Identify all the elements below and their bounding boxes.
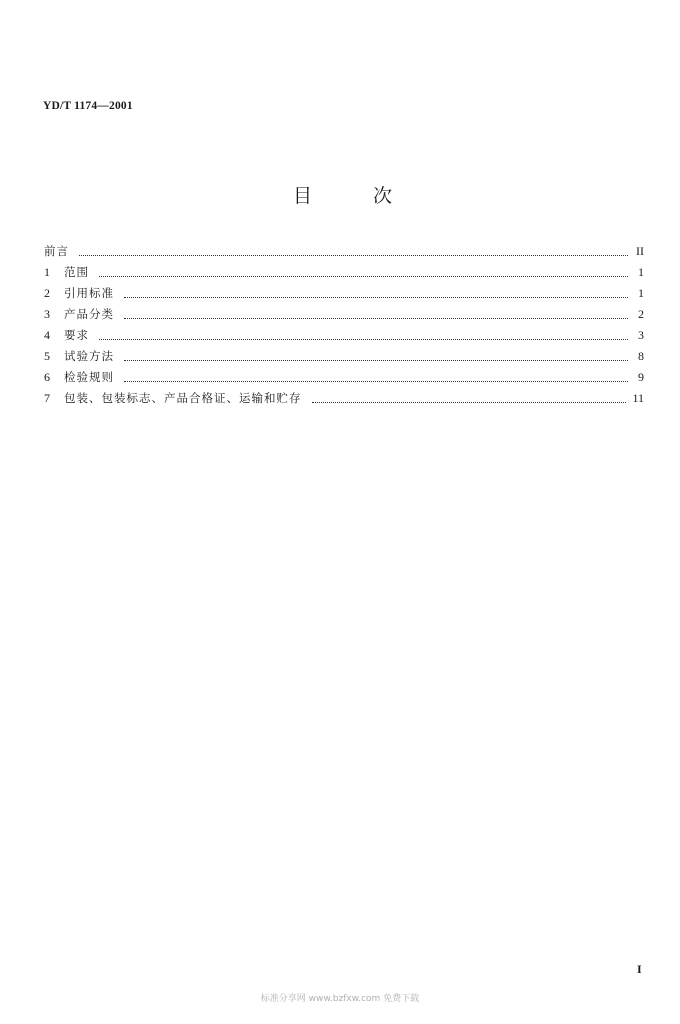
toc-section-number: 2	[44, 286, 50, 300]
toc-label: 检验规则	[64, 370, 114, 384]
toc-section-number: 3	[44, 307, 50, 321]
page-number: I	[637, 962, 642, 976]
toc-entry-1[interactable]	[44, 264, 644, 285]
toc-page-number: 8	[638, 349, 644, 363]
toc-entry-foreword[interactable]	[44, 243, 644, 264]
toc-leader-dots	[99, 339, 628, 340]
toc-entry-3[interactable]	[44, 306, 644, 327]
title-part-2: 次	[373, 185, 393, 207]
toc-leader-dots	[124, 318, 628, 319]
toc-label: 引用标准	[64, 286, 114, 300]
toc-entry-2[interactable]	[44, 285, 644, 306]
toc-label: 前言	[44, 244, 69, 258]
toc-label: 产品分类	[64, 307, 114, 321]
toc-label: 包装、包装标志、产品合格证、运输和贮存	[64, 391, 302, 405]
toc-section-number: 7	[44, 391, 50, 405]
toc-page-number: 1	[638, 265, 644, 279]
table-of-contents	[44, 243, 644, 411]
toc-page-number: 11	[632, 391, 644, 405]
toc-leader-dots	[79, 255, 628, 256]
toc-leader-dots	[124, 360, 628, 361]
toc-label: 范围	[64, 265, 89, 279]
toc-section-number: 4	[44, 328, 50, 342]
toc-label: 要求	[64, 328, 89, 342]
toc-page-number: 3	[638, 328, 644, 342]
toc-page-number: 9	[638, 370, 644, 384]
toc-label: 试验方法	[64, 349, 114, 363]
standard-code: YD/T 1174—2001	[43, 100, 133, 112]
toc-entry-5[interactable]	[44, 348, 644, 369]
page-title	[0, 181, 680, 211]
download-watermark: 标准分享网 www.bzfxw.com 免费下载	[260, 994, 420, 1004]
toc-leader-dots	[124, 297, 628, 298]
toc-section-number: 5	[44, 349, 50, 363]
toc-entry-7[interactable]	[44, 390, 644, 411]
toc-leader-dots	[312, 402, 627, 403]
toc-page-number: 2	[638, 307, 644, 321]
toc-page-number: 1	[638, 286, 644, 300]
toc-entry-4[interactable]	[44, 327, 644, 348]
toc-entry-6[interactable]	[44, 369, 644, 390]
toc-page-number: II	[636, 244, 644, 258]
toc-leader-dots	[99, 276, 628, 277]
toc-section-number: 1	[44, 265, 50, 279]
toc-leader-dots	[124, 381, 628, 382]
toc-section-number: 6	[44, 370, 50, 384]
title-part-1: 目	[293, 185, 313, 207]
